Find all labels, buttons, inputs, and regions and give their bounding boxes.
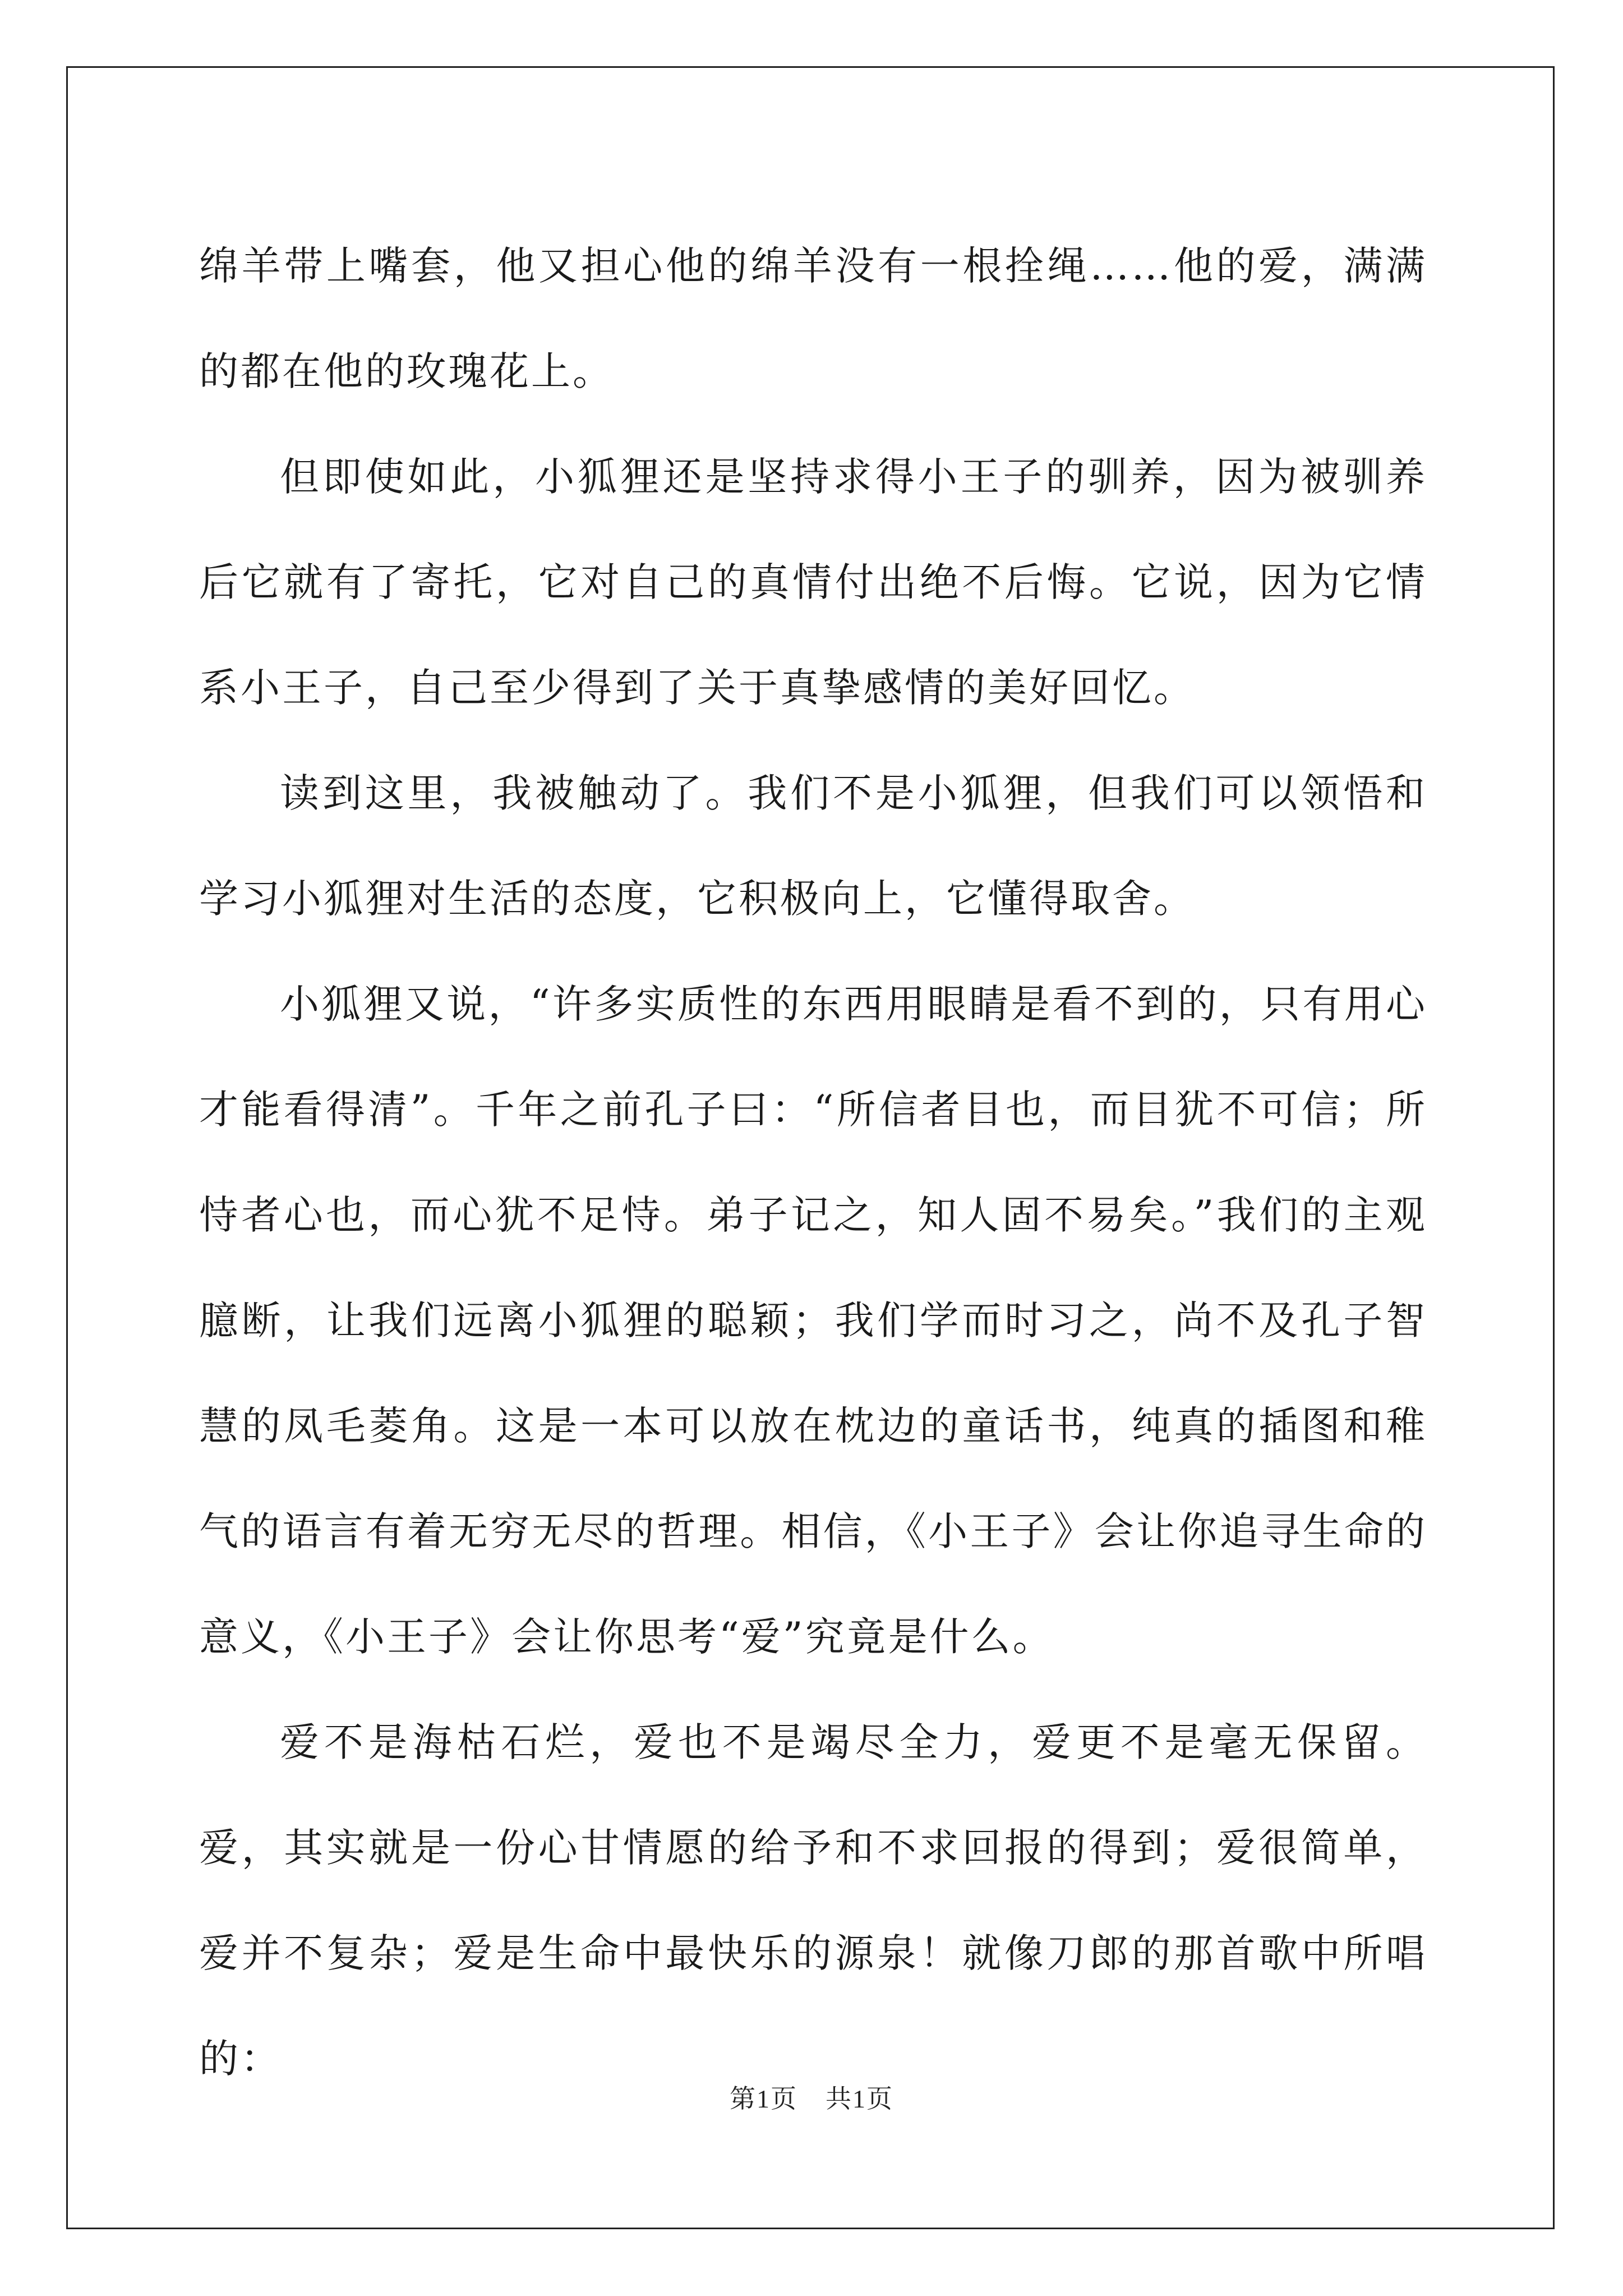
- paragraph-5: 爱不是海枯石烂，爱也不是竭尽全力，爱更不是毫无保留。爱，其实就是一份心甘情愿的给予和不求回报的得到；爱很简单，爱并不复杂；爱是生命中最快乐的源泉！就像刀郎的那首歌中所唱的：: [199, 1719, 1427, 2082]
- page-total-label: 共1页: [826, 2085, 893, 2113]
- paragraph-1: 绵羊带上嘴套，他又担心他的绵羊没有一根拴绳……他的爱，满满的都在他的玫瑰花上。: [199, 243, 1427, 394]
- paragraph-3: 读到这里，我被触动了。我们不是小狐狸，但我们可以领悟和学习小狐狸对生活的态度，它积极向上，它懂得取舍。: [199, 770, 1427, 922]
- document-body: [199, 213, 1427, 2111]
- paragraph-4: 小狐狸又说，“许多实质性的东西用眼睛是看不到的，只有用心才能看得清”。千年之前孔子曰：“所信者目也，而目犹不可信；所恃者心也，而心犹不足恃。弟子记之，知人固不易矣。”我们的主观臆断，让我们远离小狐狸的聪颖；我们学而时习之，尚不及孔子智慧的凤毛菱角。这是一本可以放在枕边的童话书，纯真的插图和稚气的语言有着无穷无尽的哲理。相信，《小王子》会让你追寻生命的意义，《小王子》会让你思考“爱”究竟是什么。: [199, 981, 1427, 1660]
- paragraph-2: 但即使如此，小狐狸还是坚持求得小王子的驯养，因为被驯养后它就有了寄托，它对自己的真情付出绝不后悔。它说，因为它情系小王子，自己至少得到了关于真挚感情的美好回忆。: [199, 454, 1427, 711]
- page-number-label: 第1页: [730, 2085, 797, 2113]
- page-footer: [0, 2078, 1623, 2115]
